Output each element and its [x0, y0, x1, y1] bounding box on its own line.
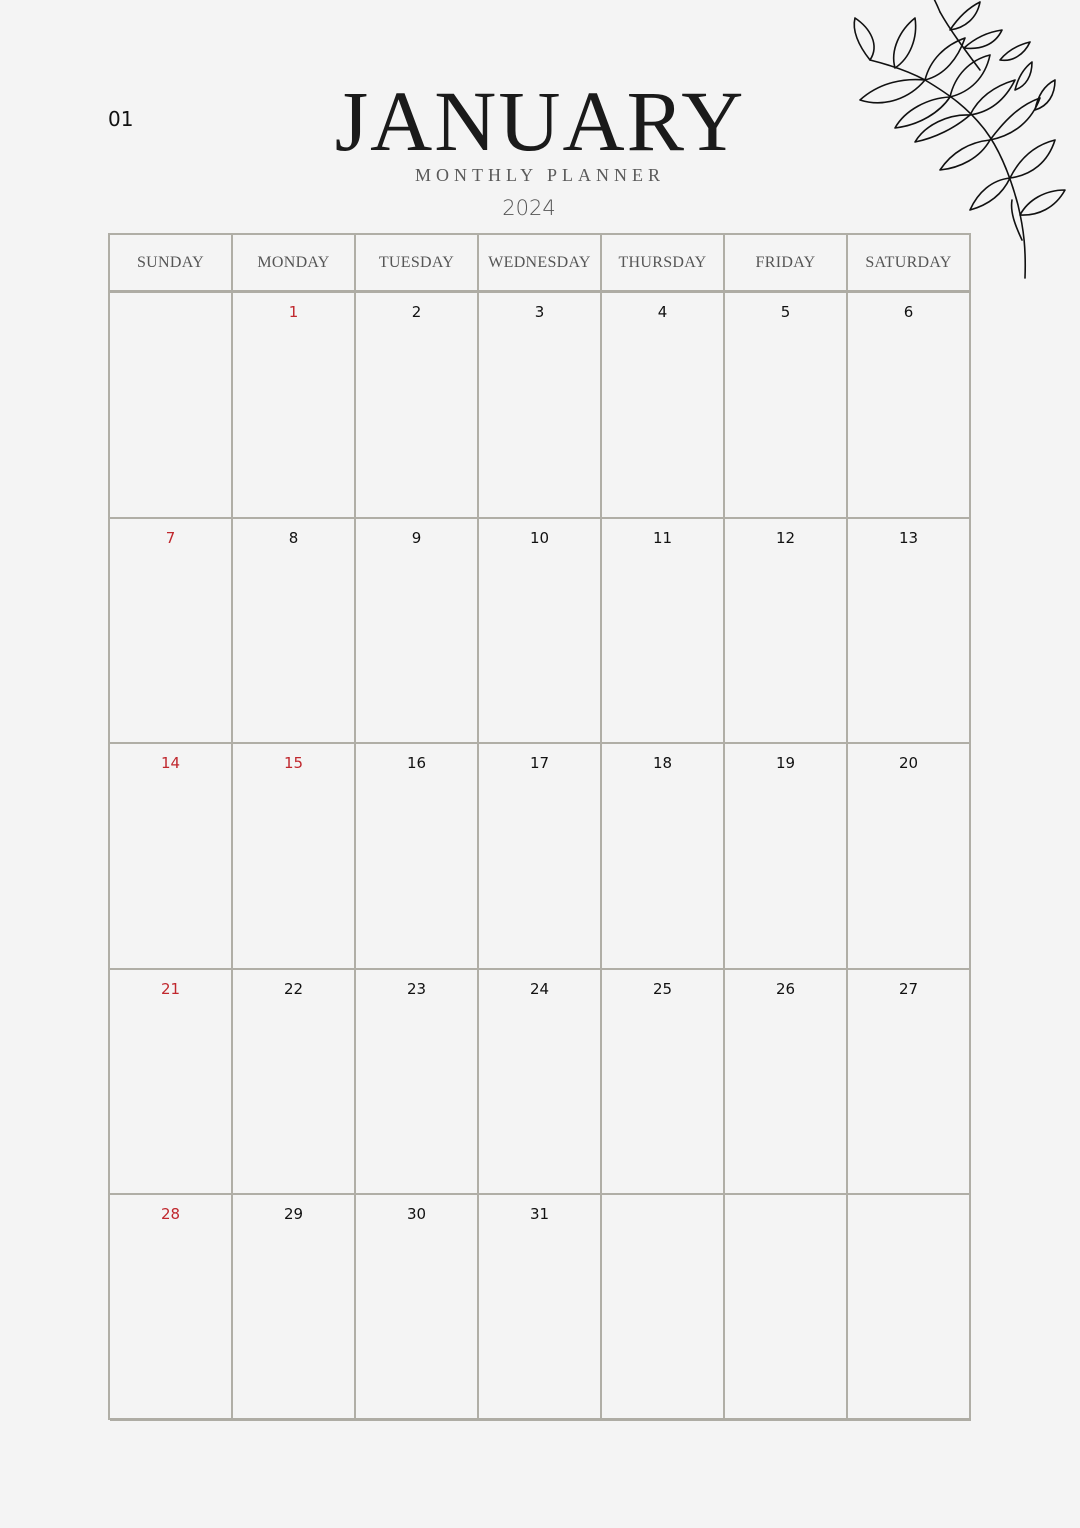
day-cell[interactable]: 4 — [602, 293, 725, 517]
week-row — [110, 519, 971, 745]
day-cell[interactable]: 12 — [725, 519, 848, 743]
weekday-header: FRIDAY — [725, 235, 848, 290]
day-cell[interactable]: 6 — [848, 293, 971, 517]
year-label: 2024 — [502, 196, 556, 220]
day-cell[interactable]: 27 — [848, 970, 971, 1194]
weekday-header: MONDAY — [233, 235, 356, 290]
day-cell[interactable]: 22 — [233, 970, 356, 1194]
day-cell[interactable]: 30 — [356, 1195, 479, 1418]
day-cell[interactable]: 20 — [848, 744, 971, 968]
page-number: 01 — [108, 107, 134, 131]
day-cell[interactable]: 10 — [479, 519, 602, 743]
day-cell[interactable]: 25 — [602, 970, 725, 1194]
weekday-header: THURSDAY — [602, 235, 725, 290]
day-cell[interactable]: 2 — [356, 293, 479, 517]
day-cell[interactable]: 29 — [233, 1195, 356, 1418]
day-cell[interactable]: 28 — [110, 1195, 233, 1418]
day-cell[interactable]: 23 — [356, 970, 479, 1194]
planner-subtitle: MONTHLY PLANNER — [414, 165, 666, 185]
empty-day-cell[interactable] — [848, 1195, 971, 1418]
weekday-header-row — [110, 235, 971, 293]
day-cell[interactable]: 21 — [110, 970, 233, 1194]
day-cell[interactable]: 26 — [725, 970, 848, 1194]
day-cell[interactable]: 14 — [110, 744, 233, 968]
week-row — [110, 293, 971, 519]
weekday-header: TUESDAY — [356, 235, 479, 290]
day-cell[interactable]: 31 — [479, 1195, 602, 1418]
weekday-header: SUNDAY — [110, 235, 233, 290]
day-cell[interactable]: 24 — [479, 970, 602, 1194]
day-cell[interactable]: 7 — [110, 519, 233, 743]
day-cell[interactable]: 8 — [233, 519, 356, 743]
empty-day-cell[interactable] — [110, 293, 233, 517]
empty-day-cell[interactable] — [725, 1195, 848, 1418]
week-row — [110, 744, 971, 970]
day-cell[interactable]: 11 — [602, 519, 725, 743]
day-cell[interactable]: 18 — [602, 744, 725, 968]
day-cell[interactable]: 13 — [848, 519, 971, 743]
day-cell[interactable]: 19 — [725, 744, 848, 968]
weeks-container — [110, 293, 971, 1421]
weekday-header: SATURDAY — [848, 235, 971, 290]
week-row — [110, 1195, 971, 1421]
empty-day-cell[interactable] — [602, 1195, 725, 1418]
day-cell[interactable]: 16 — [356, 744, 479, 968]
day-cell[interactable]: 5 — [725, 293, 848, 517]
weekday-header: WEDNESDAY — [479, 235, 602, 290]
day-cell[interactable]: 17 — [479, 744, 602, 968]
calendar-grid — [108, 233, 971, 1420]
day-cell[interactable]: 1 — [233, 293, 356, 517]
month-title: JANUARY — [334, 73, 746, 169]
day-cell[interactable]: 3 — [479, 293, 602, 517]
day-cell[interactable]: 9 — [356, 519, 479, 743]
week-row — [110, 970, 971, 1196]
day-cell[interactable]: 15 — [233, 744, 356, 968]
